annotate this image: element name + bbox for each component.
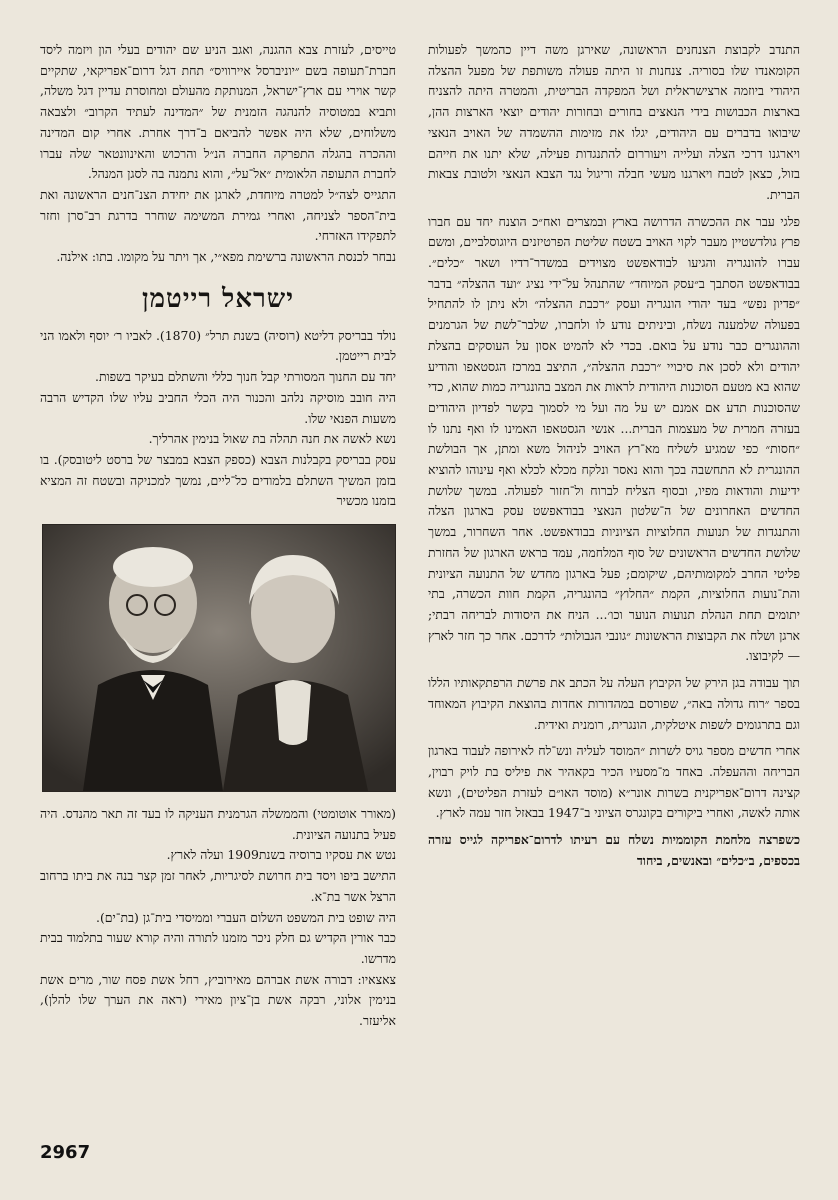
paragraph: תוך עבודה בגן הירק של הקיבוץ העלה על הכתב את פרשת הרפתקאותיו הללו בספר ״רוח גדולה באה״, שפורסם במהדורות אחדות בהוצאת הקיבוץ המאוחד וגם בתרגומים לשפות איטלקית, הונגרית, רומנית ואידית.	[428, 675, 800, 732]
page-number: 2967	[40, 1142, 91, 1163]
bio-paragraph: (מאורר אוטומטי) והממשלה הגרמנית העניקה לו בעד זה תאר מהנדס. היה פעיל בתנועה הציונית.	[40, 806, 396, 842]
bio-paragraph: נולד בבריסק דליטא (רוסיה) בשנת תרל״ (1870). לאביו ר׳ יוסף ולאמו הני לבית רייטמן.	[40, 327, 396, 364]
bio-paragraph: יחד עם החנוך המסורתי קבל חנוך כללי והשתלם בעיקר בשפות.	[95, 369, 396, 385]
bio-paragraph: נטש את עסקיו ברוסיה בשנת1909 ועלה לארץ.	[166, 847, 396, 863]
bio-paragraph: נשא לאשה את חנה תהלה בת שאול בנימין אהרליך.	[148, 431, 396, 447]
bio-paragraph: התישב ביפו ויסד בית חרושת לסיגריות, לאחר זמן קצר בנה את ביתו ברחוב הרצל אשר בת־א.	[40, 868, 396, 904]
portrait-photo	[42, 524, 396, 792]
entry-title: ישראל רייטמן	[141, 283, 295, 314]
bio-paragraph: צאצאיו: דבורה אשת אברהם מאירוביץ, רחל אשת פסח שור, מרים אשת בנימין אלוני, רבקה אשת בן־ציון מאירי (ראה את הערך שלו להלן), אליעזר.	[40, 971, 396, 1029]
bio-paragraph: עסק בבריסק בקבלנות הצבא (כספק הצבא במבצר של ברסט ליטובסק). בו בזמן המשיך השתלם בלמודים כל־ליים, נמשך למכניקה ובשטח זה המציא בזמנו מכשיר	[40, 451, 396, 509]
right-column	[428, 40, 800, 871]
paragraph: פלגי עבר את ההכשרה הדרושה בארץ ובמצרים ואח״כ הוצנח יחד עם חברו פרץ גולדשטיין מעבר לקוי האויב בשטח שליטת הפרטיזנים היוגוסלביים, ומשם עברו להונגריה והגיעו לבודאפשט מצוידים במשדר־רדיו ושאר ״כלים״. בבודאפשט הסתבך ב״עסק המיוחד״ שהתנהל על־ידי נציג ״ועד ההצלה״ בדבר ״פדיון נפש״ בעד יהודי הונגריה ועסק ״רכבת ההצלה״ ולא ניתן לו להתחיל בפעולה שלמענה נשלח, וביניתים נודע לו ולחברו, שלבר־לשת של הגרמנים וההונגרים כבר נודע על בואם. בכדי לא להמיט אסון על העוסקים בהצלת יהודים ולא לסכן את סיכויי ״רכבת ההצלה״, התיצב במרכז הגסטאפו והודיע שהוא בא מטעם הסוכנות היהודית לראות את המצב בהונגריה כמות שהוא, כדי שהסוכנות תדע אם אמנם יש על מה ועל מי לסמוך בקשר לפדיון היהודים בעזרה חמרית של מעצמות הברית... אנשי הגסטאפו האמינו לו ואף נתנו לו ״חסות״ כפי שמגיע לשליח מא־רץ האויב לניהול משא ומתן, אך הבולשת ההונגרית לא התחשבה בכך והוא נאסר ונלקח מכלא לכלא ואף עינוהו להוציא ידיעות והודאות מפיו, ובסוף הצליח לברוח ול־חזור לפעולה. במשך שלושת החדשים האחרונים של ה־שלטון הנאצי בבודאפשט עסק בארגון הצלה והתנגדות של תנועות החלוציות הציוניות בבודאפשט. אחר השחרור, במשך שלושת החדשים הראשונים של סוף המלחמה, עמד בראש הארגון של החזרת פליטי החרב למקומותיהם, שיקומם; פעל בארגון מחדש של התנועה הציונית והת־נועות החלוציות, הקמת ״החלוץ״ בהונגריה, הקמת חוות הכשרה, בתי יתומים תחת הנהלת תנועות הנוער וכו׳... הניח את היסודות לבריחה רבתי; ארגן ושלח את הקבוצות הראשונות ״גונבי הגבולות״ לדרכם. אחר כך חזר לארץ — לקיבוצו.	[428, 213, 800, 664]
paragraph: נבחר לכנסת הראשונה ברשימת מפא״י, אך ויתר על מקומו. בתו: אילנה.	[56, 249, 396, 265]
bio-paragraph: כבר אורין הקדיש גם חלק ניכר מזמנו לתורה והיה קורא שעור בתלמוד בבית מדרשו.	[40, 930, 396, 966]
bio-paragraph: היה שופט בית המשפט השלום העברי וממיסדי בית־גן (בת־ים).	[96, 909, 396, 925]
left-column	[40, 40, 396, 1032]
paragraph: התגייס לצה״ל למטרה מיוחדת, לארגן את יחידת הצנ־חנים הראשונה ואת בית־הספר לצניחה, ואחרי גמירת המשימה שוחרר בדרגת רב־סרן וחזר לתפקידו האזרחי.	[40, 186, 396, 244]
paragraph: התנדב לקבוצת הצנחנים הראשונה, שאירגן משה דיין כהמשך לפעולות הקומאנדו שלו בסוריה. צנחנות זו היתה פעולה משותפת של מפעל ההצלה היהודי ביוזמה ארצישראלית ושל המפקדה הבריטית, והמטרה היתה להצניח בארצות הכבושות בידי הנאצים בחורים ובחורות יהודים יוצאי הארצות ההן, שיבואו בדברים עם היהודים, יגלו את מזימות ההשמדה של האויב הנאצי ויארגנו דרכי הצלה ועלייה ויעוררום להתנגדות פעילה, שלא יתנו את חייהם בזול, כצאן לטבח ויארגנו מעשי חבלה וריגול נגד הצבא הנאצי ולטובת צבאות הברית.	[428, 42, 800, 202]
paragraph: אחרי חדשים מספר גויס לשרות ״המוסד לעליה ונש־לח לאירופה לעבוד בארגון הבריחה וההעפלה. באחד מ־מסעיו הכיר בקאהיר את פיליס בת לויק רבוין, קצינה דרום־אפריקנית בשרות אונר״א (מוסד האו״ם לעזרת הפליטים), ונשא אותה לאשה, ואחרי ביקורים בקונגרס הציוני ב־1947 בבאזל חזר עמה לארץ.	[428, 743, 800, 821]
paragraph: טייסים, לעזרת צבא ההגנה, ואגב הניע שם יהודים בעלי הון ויזמה ליסד חברת־תעופה בשם ״יוניברסל איירוויס״ תחת דגל דרום־אפריקאי, שתקיים קשר אוירי עם ארץ־ישראל, המנותקת מהעולם ומחוסרת עדיין דגל משלה, ותביא במטוסיה להנהגה הזמנית של ״המדינה לעתיד הקרוב״ ולצבאה משלוחים, שלא היה אפשר להביאם ב־דרך אחרת. אחרי קום המדינה וההכרה בהגלה התפרקה החברה הנ״ל והרכוש והאינוונטאר שלה עברו לחברת התעופה הלאומית ״אל־על״, והוא נתמנה בה לסגן המנהל.	[40, 42, 396, 182]
paragraph: כשפרצה מלחמת הקוממיות נשלח עם רעיתו לדרום־אפריקה לגייס עזרה בכספים, ב״כלים״ ובאנשים, ביחוד	[428, 832, 800, 868]
bio-paragraph: היה חובב מוסיקה נלהב והכנור היה הכלי החביב עליו שלו הקדיש הרבה משעות הפנאי שלו.	[40, 389, 396, 426]
